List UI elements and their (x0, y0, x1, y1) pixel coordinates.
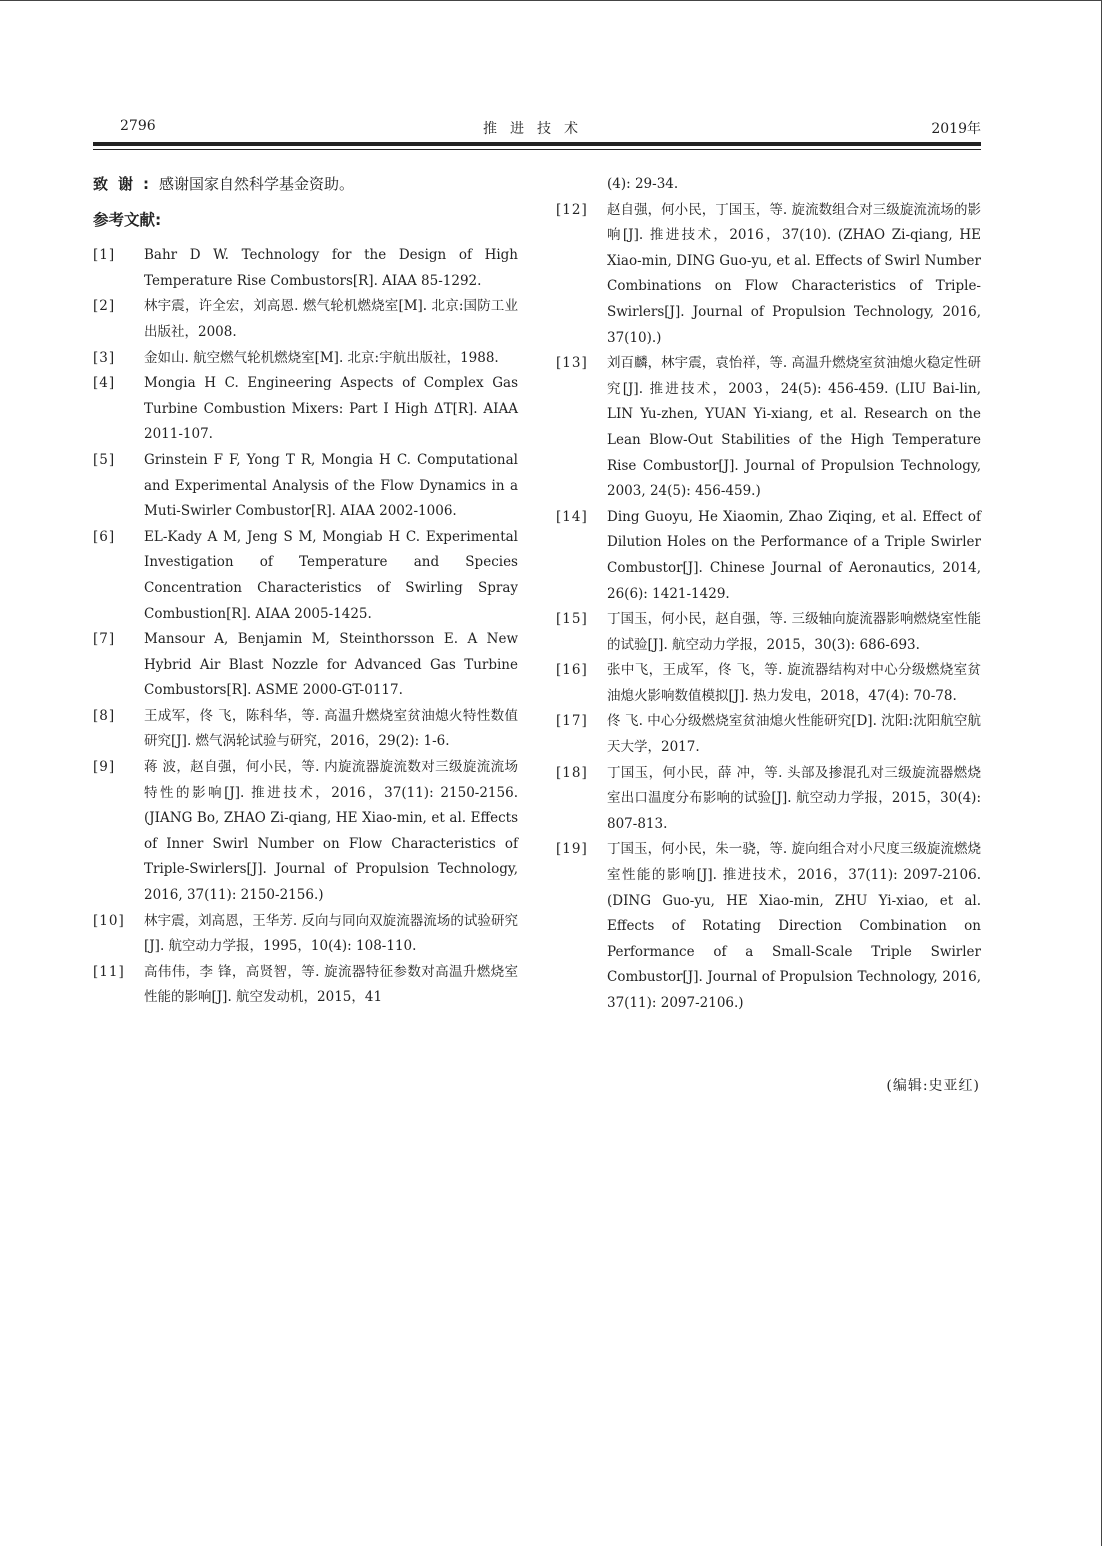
editor-note: (编辑:史亚红) (886, 1078, 980, 1094)
reference-text: 佟 飞. 中心分级燃烧室贫油熄火性能研究[D]. 沈阳:沈阳航空航天大学，2017. (607, 713, 981, 756)
references-title: 参考文献: (93, 210, 162, 229)
reference-number: [3] (93, 349, 116, 366)
left-column (93, 172, 518, 1011)
reference-text: 林宇震，许全宏，刘高恩. 燃气轮机燃烧室[M]. 北京:国防工业出版社，2008. (144, 298, 518, 340)
reference-number: [5] (93, 451, 116, 468)
reference-text: Mansour A, Benjamin M, Steinthorsson E. A New Hybrid Air Blast Nozzle for Advanced Gas Turbine Combustors[R]. ASME 2000-GT-0117. (144, 631, 518, 699)
reference-item (556, 505, 981, 607)
reference-number: [13] (556, 355, 588, 372)
reference-text: Mongia H C. Engineering Aspects of Complex Gas Turbine Combustion Mixers: Part I High ΔT[R]. AIAA 2011-107. (144, 375, 518, 443)
reference-text: 丁国玉，何小民，薛 冲，等. 头部及掺混孔对三级旋流器燃烧室出口温度分布影响的试验[J]. 航空动力学报，2015，30(4): 807-813. (607, 764, 981, 832)
reference-number: [6] (93, 528, 116, 545)
reference-text: Ding Guoyu, He Xiaomin, Zhao Ziqing, et al. Effect of Dilution Holes on the Performance of a Triple Swirler Combustor[J]. Chinese Journal of Aeronautics, 2014, 26(6): 1421-1429. (607, 508, 981, 602)
reference-item (556, 761, 981, 838)
reference-text: 王成军，佟 飞，陈科华，等. 高温升燃烧室贫油熄火特性数值研究[J]. 燃气涡轮试验与研究，2016，29(2): 1-6. (144, 707, 518, 750)
reference-text: 丁国玉，何小民，赵自强，等. 三级轴向旋流器影响燃烧室性能的试验[J]. 航空动力学报，2015，30(3): 686-693. (607, 611, 981, 653)
reference-text: 林宇震，刘高恩，王华芳. 反向与同向双旋流器流场的试验研究[J]. 航空动力学报，1995，10(4): 108-110. (144, 912, 518, 955)
reference-item (93, 960, 518, 1011)
reference-item (93, 909, 518, 960)
reference-text: 丁国玉，何小民，朱一骁，等. 旋向组合对小尺度三级旋流燃烧室性能的影响[J]. 推进技术，2016，37(11): 2097-2106. (DING Guo-yu, HE Xiao-min, ZHU Yi-xiao, et al. Effects of Rotating Direction Combination on Performance of a Small-Scale Triple Swirler Combustor[J]. Journal of Propulsion Technology, 2016, 37(11): 2097-2106.) (607, 841, 981, 1011)
reference-item (556, 658, 981, 709)
reference-item (556, 837, 981, 1016)
reference-item (93, 448, 518, 525)
reference-number: [9] (93, 759, 116, 776)
issue-year: 2019年 (931, 121, 981, 137)
reference-text: Grinstein F F, Yong T R, Mongia H C. Computational and Experimental Analysis of the Flow Dynamics in a Muti-Swirler Combustor[R]. AIAA 2002-1006. (144, 451, 518, 520)
reference-number: [1] (93, 247, 116, 264)
running-head (93, 118, 981, 140)
reference-text: 金如山. 航空燃气轮机燃烧室[M]. 北京:宇航出版社，1988. (144, 349, 499, 366)
reference-text: Bahr D W. Technology for the Design of High Temperature Rise Combustors[R]. AIAA 85-1292. (144, 247, 518, 289)
reference-list-right (556, 198, 981, 1017)
reference-item (93, 243, 518, 294)
reference-item (93, 627, 518, 704)
reference-number: [4] (93, 375, 116, 392)
reference-number: [19] (556, 841, 588, 858)
reference-item (93, 346, 518, 372)
reference-number: [14] (556, 508, 588, 525)
acknowledgement-label: 致谢: (93, 175, 159, 193)
reference-item (93, 755, 518, 909)
acknowledgement (93, 172, 518, 198)
reference-text: 赵自强，何小民，丁国玉，等. 旋流数组合对三级旋流流场的影响[J]. 推进技术，2016，37(10). (ZHAO Zi-qiang, HE Xiao-min, DING Guo-yu, et al. Effects of Swirl Number Combinations on Flow Characteristics of Triple-Swirlers[J]. Journal of Propulsion Technology, 2016, 37(10).) (607, 201, 981, 346)
reference-item (93, 371, 518, 448)
reference-11-continuation: (4): 29-34. (607, 176, 679, 192)
reference-number: [17] (556, 713, 588, 730)
reference-list-left (93, 243, 518, 1011)
reference-item (556, 607, 981, 658)
reference-text: 张中飞，王成军，佟 飞，等. 旋流器结构对中心分级燃烧室贫油熄火影响数值模拟[J]. 热力发电，2018，47(4): 70-78. (607, 662, 981, 704)
reference-item (93, 704, 518, 755)
reference-text: EL-Kady A M, Jeng S M, Mongiab H C. Experimental Investigation of Temperature and Species Concentration Characteristics of Swirling Spray Combustion[R]. AIAA 2005-1425. (144, 528, 518, 622)
reference-text: 刘百麟，林宇震，袁怡祥，等. 高温升燃烧室贫油熄火稳定性研究[J]. 推进技术，2003，24(5): 456-459. (LIU Bai-lin, LIN Yu-zhen, YUAN Yi-xiang, et al. Research on the Lean Blow-Out Stabilities of the High Temperature Rise Combustor[J]. Journal of Propulsion Technology, 2003, 24(5): 456-459.) (607, 355, 981, 500)
reference-number: [16] (556, 662, 588, 679)
journal-name: 推进技术 (483, 121, 591, 137)
header-rule-thin (93, 149, 981, 150)
reference-text: 高伟伟，李 锋，高贤智，等. 旋流器特征参数对高温升燃烧室性能的影响[J]. 航空发动机，2015，41 (144, 963, 518, 1006)
page-border-top (0, 0, 1102, 1)
reference-number: [12] (556, 201, 588, 218)
reference-number: [8] (93, 707, 116, 724)
reference-text: 蒋 波，赵自强，何小民，等. 内旋流器旋流数对三级旋流流场特性的影响[J]. 推进技术，2016，37(11): 2150-2156. (JIANG Bo, ZHAO Zi-qiang, HE Xiao-min, et al. Effects of Inner Swirl Number on Flow Characteristics of Triple-Swirlers[J]. Journal of Propulsion Technology, 2016, 37(11): 2150-2156.) (144, 759, 518, 904)
reference-item (93, 525, 518, 627)
reference-item (93, 294, 518, 345)
reference-number: [11] (93, 963, 125, 980)
reference-item (556, 198, 981, 352)
reference-number: [7] (93, 631, 116, 648)
right-column (556, 172, 981, 1017)
header-rule-thick (93, 142, 981, 146)
acknowledgement-text: 感谢国家自然科学基金资助。 (159, 175, 355, 193)
reference-number: [2] (93, 298, 116, 315)
reference-item (556, 709, 981, 760)
reference-number: [18] (556, 764, 588, 781)
page-number: 2796 (120, 118, 156, 134)
reference-item (556, 351, 981, 505)
reference-number: [10] (93, 912, 125, 929)
reference-number: [15] (556, 611, 588, 628)
